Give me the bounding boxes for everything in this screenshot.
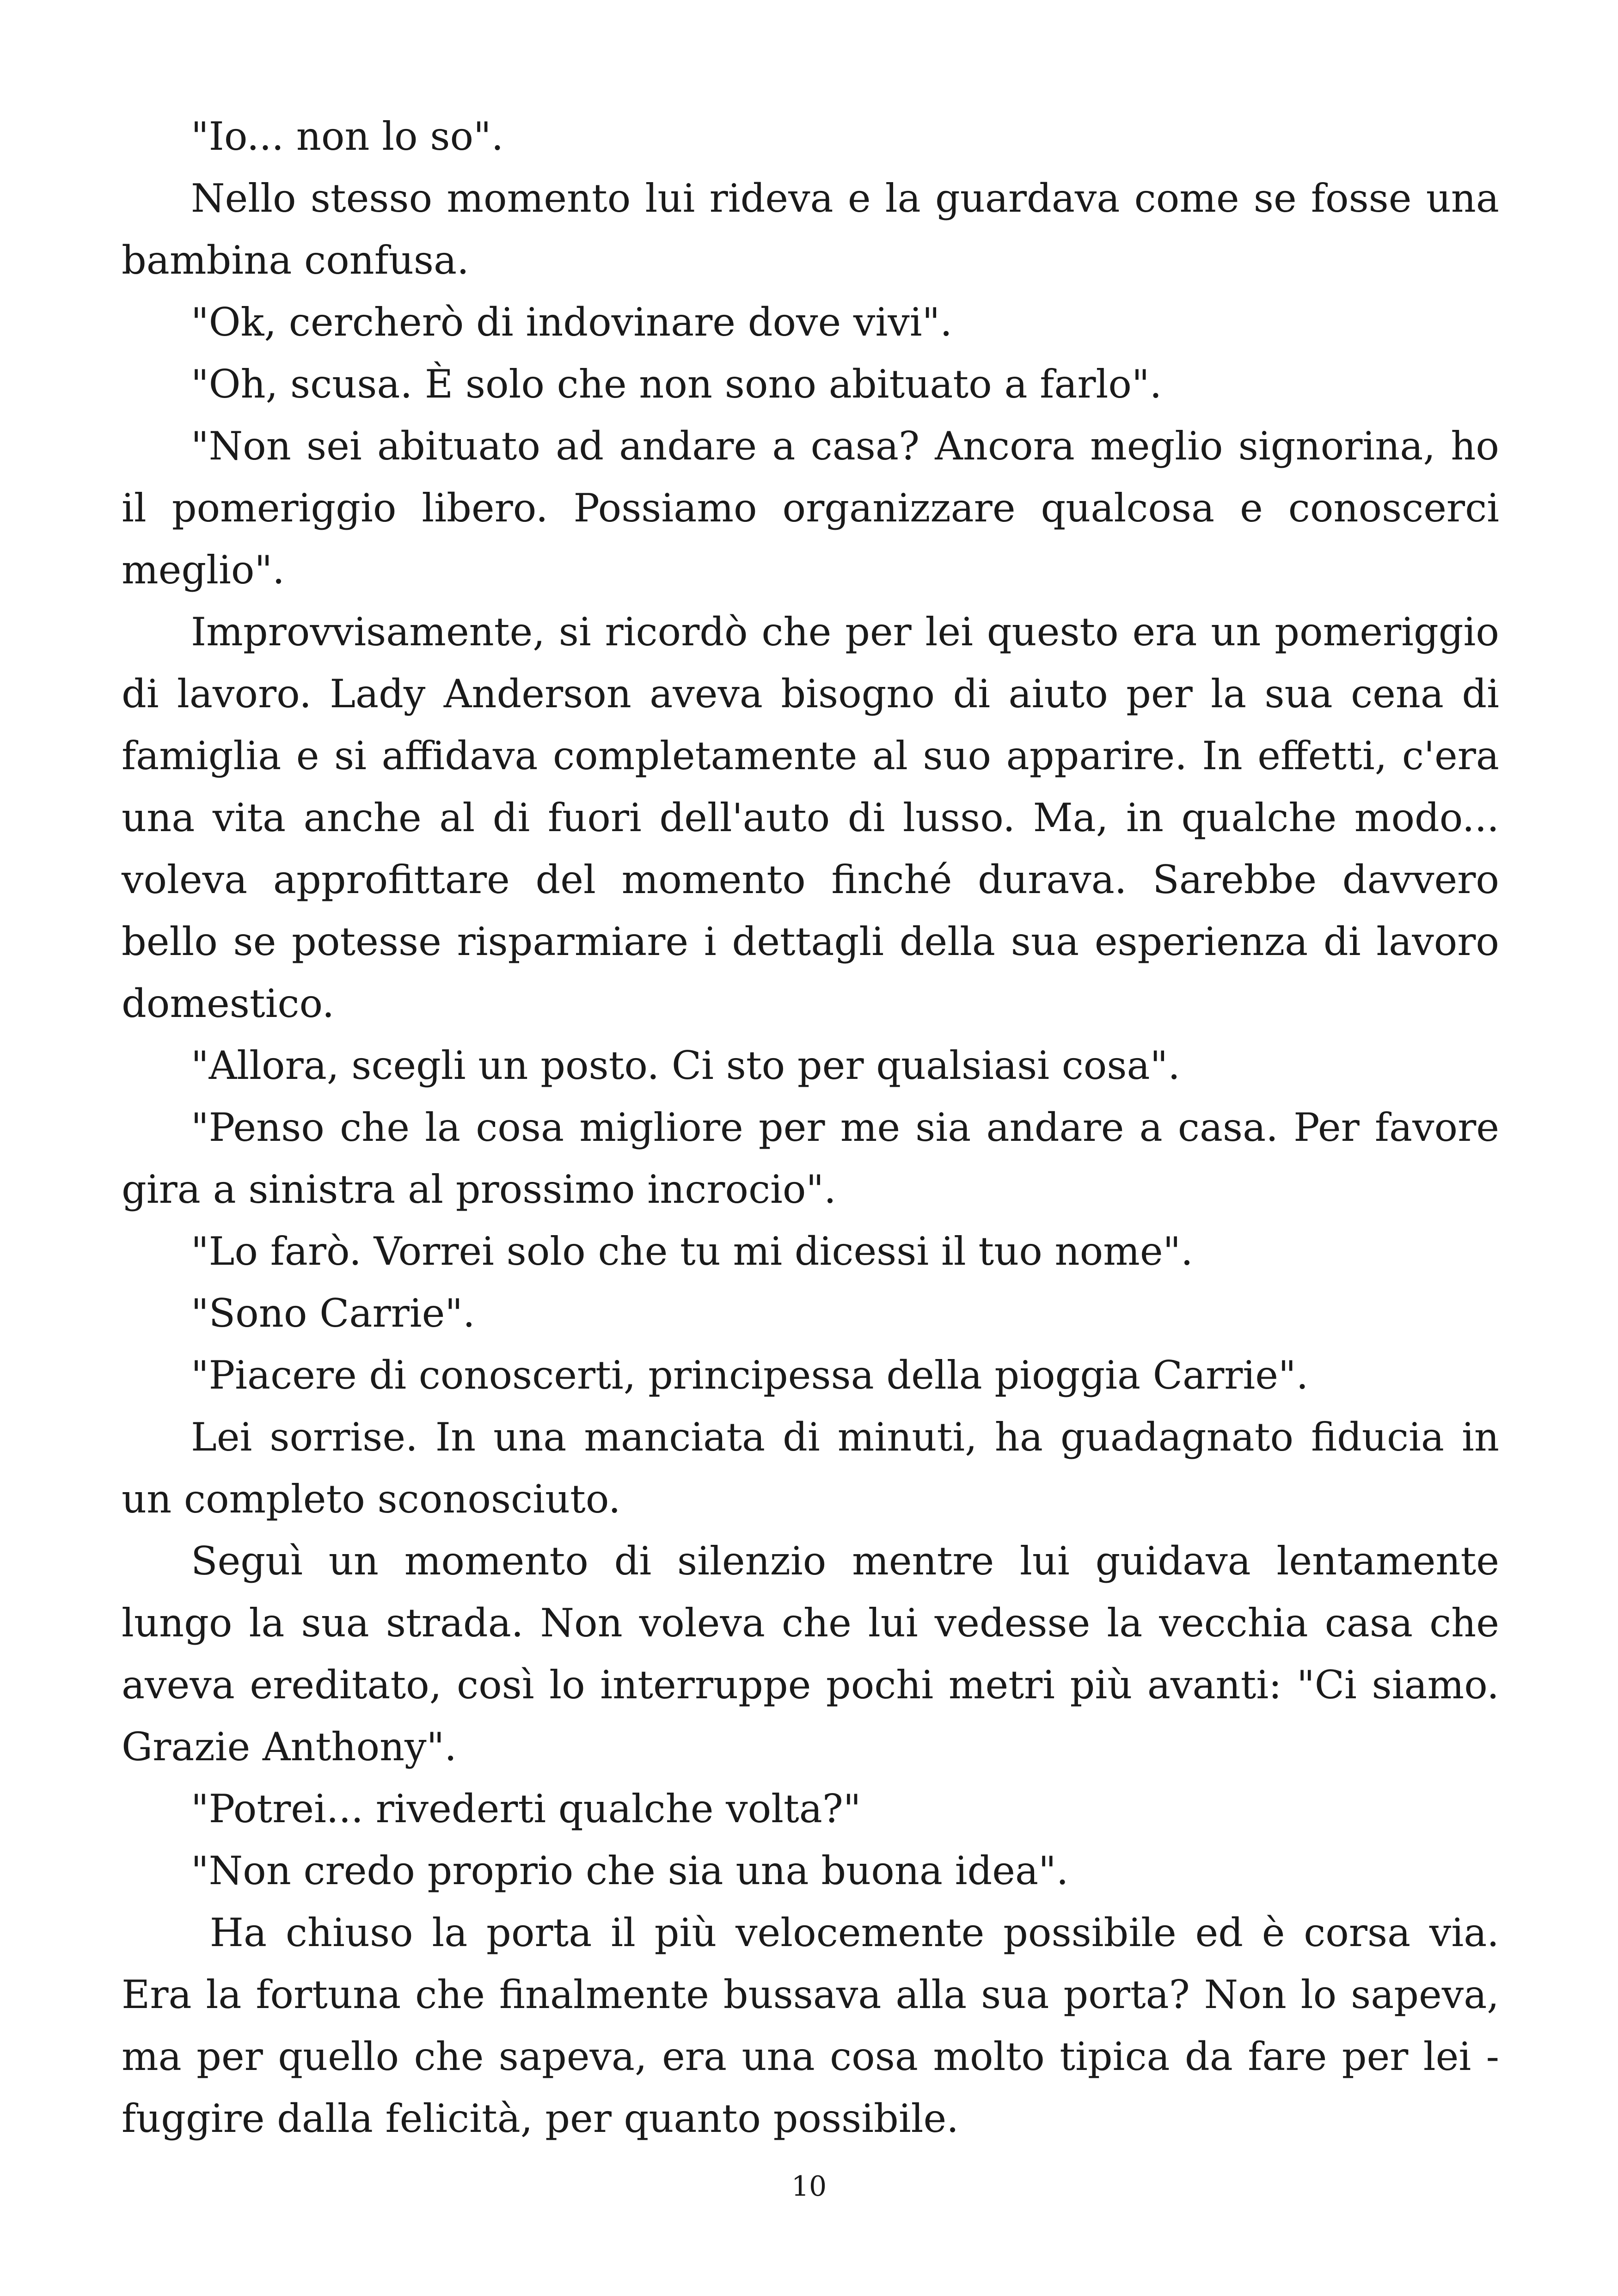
- page-number: 10: [791, 2170, 827, 2203]
- paragraph: Improvvisamente, si ricordò che per lei questo era un pomeriggio di lavoro. Lady Anderson aveva bisogno di aiuto per la sua cena di famiglia e si affidava completamente al suo apparire. In effetti, c'era una vita anche al di fuori dell'auto di lusso. Ma, in qualche modo... voleva approfittare del momento finché durava. Sarebbe davvero bello se potesse risparmiare i dettagli della sua esperienza di lavoro domestico.: [122, 609, 1512, 1026]
- paragraph: "Oh, scusa. È solo che non sono abituato a farlo".: [191, 361, 1162, 407]
- paragraph: "Penso che la cosa migliore per me sia andare a casa. Per favore gira a sinistra al prossimo incrocio".: [122, 1105, 1512, 1212]
- paragraph: "Potrei... rivederti qualche volta?": [191, 1786, 861, 1831]
- paragraph: "Lo farò. Vorrei solo che tu mi dicessi il tuo nome".: [191, 1229, 1193, 1274]
- paragraph: Nello stesso momento lui rideva e la guardava come se fosse una bambina confusa.: [122, 176, 1512, 283]
- paragraph: "Allora, scegli un posto. Ci sto per qualsiasi cosa".: [191, 1043, 1180, 1088]
- paragraph: "Ok, cercherò di indovinare dove vivi".: [191, 300, 952, 345]
- paragraph: "Non sei abituato ad andare a casa? Ancora meglio signorina, ho il pomeriggio libero. Possiamo organizzare qualcosa e conoscerci meglio".: [122, 423, 1512, 593]
- paragraph: "Piacere di conoscerti, principessa della pioggia Carrie".: [191, 1353, 1309, 1398]
- paragraph: "Sono Carrie".: [191, 1291, 475, 1336]
- paragraph: Ha chiuso la porta il più velocemente possibile ed è corsa via. Era la fortuna che finalmente bussava alla sua porta? Non lo sapeva, ma per quello che sapeva, era una cosa molto tipica da fare per lei - fuggire dalla felicità, per quanto possibile.: [122, 1910, 1512, 2141]
- paragraph: "Io... non lo so".: [191, 114, 504, 159]
- paragraph: "Non credo proprio che sia una buona idea".: [191, 1848, 1069, 1893]
- body-text: [122, 105, 1512, 2149]
- paragraph: Seguì un momento di silenzio mentre lui guidava lentamente lungo la sua strada. Non voleva che lui vedesse la vecchia casa che aveva ereditato, così lo interruppe pochi metri più avanti: "Ci siamo. Grazie Anthony".: [122, 1538, 1512, 1769]
- paragraph: Lei sorrise. In una manciata di minuti, ha guadagnato fiducia in un completo sconosciuto.: [122, 1414, 1512, 1522]
